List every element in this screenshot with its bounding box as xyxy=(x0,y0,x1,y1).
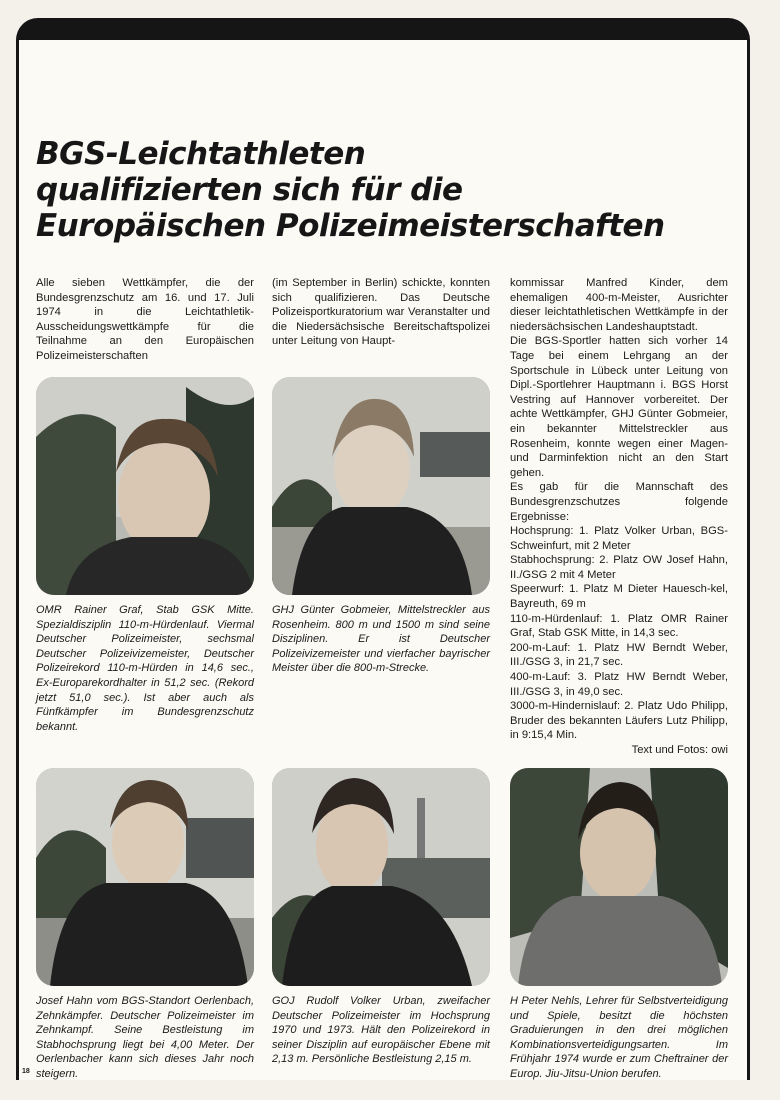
article-column-2: (im September in Berlin) schickte, konnten sich qualifizieren. Das Deutsche Polizeisportkuratorium war Veranstalter und die Niedersächsische Bereitschaftspolizei unter Leitung von Haupt- xyxy=(272,277,490,348)
photo-credit: Text und Fotos: owi xyxy=(631,744,728,756)
caption-josef-hahn xyxy=(36,994,254,1082)
caption-text: GHJ Günter Gobmeier, Mittelstreckler aus Rosenheim. 800 m und 1500 m sind seine Disziplinen. Er ist Deutscher Polizeivizemeister und vierfacher bayrischer Meister über die 800-m-Strecke. xyxy=(272,604,490,675)
caption-text: GOJ Rudolf Volker Urban, zweifacher Deutscher Polizeimeister im Hochsprung 1970 und 1973. Hält den Polizeirekord in seiner Disziplin auf europäischer Ebene mit 2,13 m. Persönliche Bestleistung 2,15 m. xyxy=(272,995,490,1066)
result-line: 110-m-Hürdenlauf: 1. Platz OMR Rainer Graf, Stab GSK Mitte, in 14,3 sec. xyxy=(510,612,728,640)
headline-line-1: BGS-Leichtathleten xyxy=(36,136,366,172)
caption-peter-nehls xyxy=(510,994,728,1082)
portrait-image xyxy=(272,377,490,595)
photo-josef-hahn xyxy=(36,768,254,986)
portrait-image xyxy=(272,768,490,986)
result-line: 3000-m-Hindernislauf: 2. Platz Udo Philipp, Bruder des bekannten Läufers Lutz Philipp, in 9:15,4 Min. xyxy=(510,700,728,742)
result-line: Speerwurf: 1. Platz M Dieter Hauesch-kel, Bayreuth, 69 m xyxy=(510,583,728,611)
caption-text: OMR Rainer Graf, Stab GSK Mitte. Spezialdisziplin 110-m-Hürdenlauf. Viermal Deutscher Polizeimeister, sechsmal Deutscher Polizeivizemeister, Deutscher Polizeirekord 110-m-Hürden in 14,6 sec., Ex-Europarekordhalter in 51,2 sec. (Rekord jetzt 51,0 sec.). Ist aber auch als Fünfkämpfer im Bundesgrenzschutz bekannt. xyxy=(36,604,254,733)
caption-volker-urban xyxy=(272,994,490,1067)
portrait-image xyxy=(36,768,254,986)
article-column-1: Alle sieben Wettkämpfer, die der Bundesgrenzschutz am 16. und 17. Juli 1974 in die Leichtathletik-Ausscheidungswettkämpfe für die Teilnahme an den Europäischen Polizeimeisterschaften xyxy=(36,277,254,362)
caption-text: Josef Hahn vom BGS-Standort Oerlenbach, Zehnkämpfer. Deutscher Polizeimeister im Zehnkampf. Seine Bestleistung im Stabhochsprung liegt bei 4,00 Meter. Der Oerlenbacher kann sich dieses Jahr noch steigern. xyxy=(36,995,254,1080)
headline-line-3: Europäischen Polizeimeisterschaften xyxy=(36,208,665,244)
headline xyxy=(36,136,736,244)
caption-rainer-graf xyxy=(36,603,254,734)
caption-text: H Peter Nehls, Lehrer für Selbstverteidigung und Spiele, besitzt die höchsten Graduierungen in den drei möglichen Kombinationsverteidigungsarten. Im Frühjahr 1974 wurde er zum Cheftrainer der Europ. Jiu-Jitsu-Union berufen. xyxy=(510,995,728,1080)
photo-guenter-gobmeier xyxy=(272,377,490,595)
result-line: 200-m-Lauf: 1. Platz HW Berndt Weber, III./GSG 3, in 21,7 sec. xyxy=(510,641,728,669)
portrait-image xyxy=(36,377,254,595)
result-line: 400-m-Lauf: 3. Platz HW Berndt Weber, III./GSG 3, in 49,0 sec. xyxy=(510,671,728,698)
photo-peter-nehls xyxy=(510,768,728,986)
article-col3-paragraph-3: Es gab für die Mannschaft des Bundesgrenzschutzes folgende Ergebnisse: xyxy=(510,481,728,523)
portrait-image xyxy=(510,768,728,986)
result-line: Stabhochsprung: 2. Platz OW Josef Hahn, II./GSG 2 mit 4 Meter xyxy=(510,554,728,581)
result-line: Hochsprung: 1. Platz Volker Urban, BGS-Schweinfurt, mit 2 Meter xyxy=(510,525,728,552)
page-number: 18 xyxy=(22,1068,30,1075)
article-col3-paragraph-2: Die BGS-Sportler hatten sich vorher 14 Tage bei einem Lehrgang an der Sportschule in Lübeck unter Leitung von Dipl.-Sportlehrer Hauptmann i. BGS Horst Vestring auf Hannover vorbereitet. Der achte Wettkämpfer, GHJ Günter Gobmeier, ein bekannter Mittelstreckler aus Rosenheim, konnte wegen einer Magen- und Darminfektion nicht an den Start gehen. xyxy=(510,335,728,479)
article-column-3 xyxy=(510,276,728,758)
headline-line-2: qualifizierten sich für die xyxy=(36,172,463,208)
article-col3-intro: kommissar Manfred Kinder, dem ehemaligen 400-m-Meister, Ausrichter dieser leichtathletischen Wettkämpfe in der niedersächsischen Landeshauptstadt. xyxy=(510,277,728,333)
photo-rainer-graf xyxy=(36,377,254,595)
caption-guenter-gobmeier xyxy=(272,603,490,676)
photo-volker-urban xyxy=(272,768,490,986)
